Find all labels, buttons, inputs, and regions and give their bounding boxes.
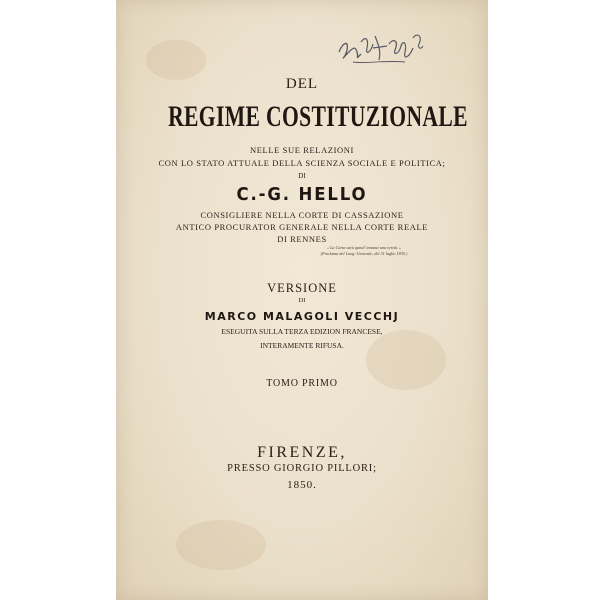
by-label: DI xyxy=(298,172,306,180)
title-prefix: DEL xyxy=(285,76,319,92)
publisher: PRESSO GIORGIO PILLORI; xyxy=(227,463,377,474)
epigraph-quote: « La Carta sarà quind' innanzi una verità. » xyxy=(326,245,402,250)
author-name: C.-G. HELLO xyxy=(236,184,368,205)
paper-stain xyxy=(176,520,266,570)
author-role-1: CONSIGLIERE NELLA CORTE DI CASSAZIONE xyxy=(200,210,404,220)
edition-note-1: ESEGUITA SULLA TERZA EDIZION FRANCESE, xyxy=(221,327,383,336)
handwritten-signature xyxy=(335,22,427,70)
subtitle-line-2: CON LO STATO ATTUALE DELLA SCIENZA SOCIALE E POLITICA; xyxy=(158,158,446,168)
volume-label: TOMO PRIMO xyxy=(266,378,338,389)
publication-year: 1850. xyxy=(287,479,317,491)
translator-name: MARCO MALAGOLI VECCHJ xyxy=(204,310,400,323)
by-label-2: DI xyxy=(298,297,306,304)
epigraph xyxy=(294,245,434,257)
author-role-3: DI RENNES xyxy=(277,234,327,244)
author-role-2: ANTICO PROCURATOR GENERALE NELLA CORTE REALE xyxy=(175,222,429,232)
book-title-page xyxy=(116,0,488,600)
paper-stain xyxy=(146,40,206,80)
epigraph-source: (Proclama del Luog.-Generale, del 31 luglio 1830.) xyxy=(320,251,408,256)
publication-city: FIRENZE, xyxy=(257,444,347,461)
edition-note-2: INTERAMENTE RIFUSA. xyxy=(260,341,344,350)
subtitle-line-1: NELLE SUE RELAZIONI xyxy=(250,145,354,155)
book-title: REGIME COSTITUZIONALE xyxy=(168,100,468,133)
version-label: VERSIONE xyxy=(267,281,337,295)
